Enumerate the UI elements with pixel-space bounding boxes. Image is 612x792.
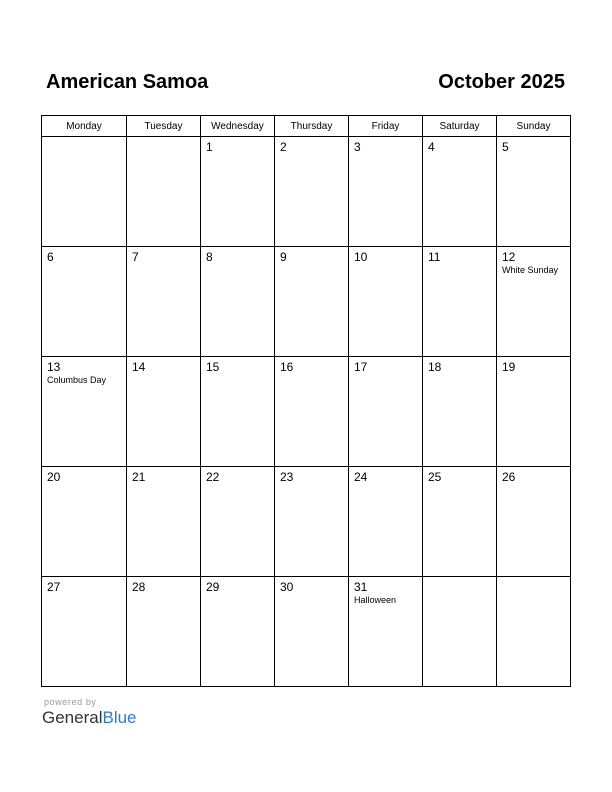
footer-branding [42,697,137,728]
weekday-wednesday: Wednesday [201,116,275,137]
week-row [42,577,571,687]
weekday-saturday: Saturday [423,116,497,137]
day-number: 6 [47,250,54,264]
day-number: 2 [280,140,287,154]
day-cell [423,357,497,467]
day-number: 9 [280,250,287,264]
month-year-title: October 2025 [438,71,565,93]
day-cell [201,137,275,247]
day-cell [42,577,127,687]
holiday-label: White Sunday [502,265,559,275]
day-cell [349,467,423,577]
day-cell [497,137,571,247]
day-cell [349,357,423,467]
day-number: 15 [206,360,220,374]
day-cell [42,357,127,467]
weekday-header-row [42,116,571,137]
day-number: 28 [132,580,146,594]
weekday-thursday: Thursday [275,116,349,137]
day-number: 5 [502,140,509,154]
day-cell [127,467,201,577]
day-cell [275,467,349,577]
day-number: 19 [502,360,516,374]
day-number: 10 [354,250,368,264]
day-number: 21 [132,470,146,484]
day-number: 25 [428,470,442,484]
day-number: 23 [280,470,294,484]
powered-by-text: powered by [44,697,97,707]
day-number: 20 [47,470,61,484]
day-number: 29 [206,580,220,594]
calendar-grid [41,115,571,687]
day-cell [275,577,349,687]
day-cell [497,467,571,577]
brand-general: General [42,708,103,727]
day-cell [201,357,275,467]
weekday-sunday: Sunday [497,116,571,137]
day-cell [349,137,423,247]
day-cell [42,247,127,357]
day-number: 24 [354,470,368,484]
day-cell [201,577,275,687]
day-cell [497,247,571,357]
day-cell [42,467,127,577]
holiday-label: Columbus Day [47,375,107,385]
day-number: 1 [206,140,213,154]
day-number: 18 [428,360,442,374]
day-number: 11 [428,250,441,264]
day-cell [127,357,201,467]
day-number: 16 [280,360,294,374]
day-number: 22 [206,470,220,484]
region-title: American Samoa [46,71,209,93]
brand-blue: Blue [102,708,137,727]
week-row [42,247,571,357]
day-cell [497,577,571,687]
holiday-label: Halloween [354,595,397,605]
day-cell [275,357,349,467]
day-number: 7 [132,250,139,264]
day-number: 8 [206,250,213,264]
day-cell [275,137,349,247]
day-cell [127,577,201,687]
day-number: 31 [354,580,368,594]
weekday-tuesday: Tuesday [127,116,201,137]
day-cell [349,577,423,687]
day-cell [423,577,497,687]
day-cell [423,467,497,577]
day-number: 30 [280,580,294,594]
day-number: 3 [354,140,361,154]
day-cell [42,137,127,247]
day-cell [349,247,423,357]
weekday-monday: Monday [42,116,127,137]
week-row [42,357,571,467]
day-number: 17 [354,360,368,374]
day-cell [275,247,349,357]
day-number: 13 [47,360,61,374]
day-number: 26 [502,470,516,484]
day-cell [423,137,497,247]
day-cell [201,467,275,577]
week-row [42,137,571,247]
day-cell [423,247,497,357]
day-cell [201,247,275,357]
day-number: 4 [428,140,435,154]
day-number: 14 [132,360,146,374]
day-number: 27 [47,580,61,594]
day-cell [127,137,201,247]
day-cell [127,247,201,357]
week-row [42,467,571,577]
day-number: 12 [502,250,516,264]
weekday-friday: Friday [349,116,423,137]
day-cell [497,357,571,467]
generalblue-logo [42,708,137,728]
